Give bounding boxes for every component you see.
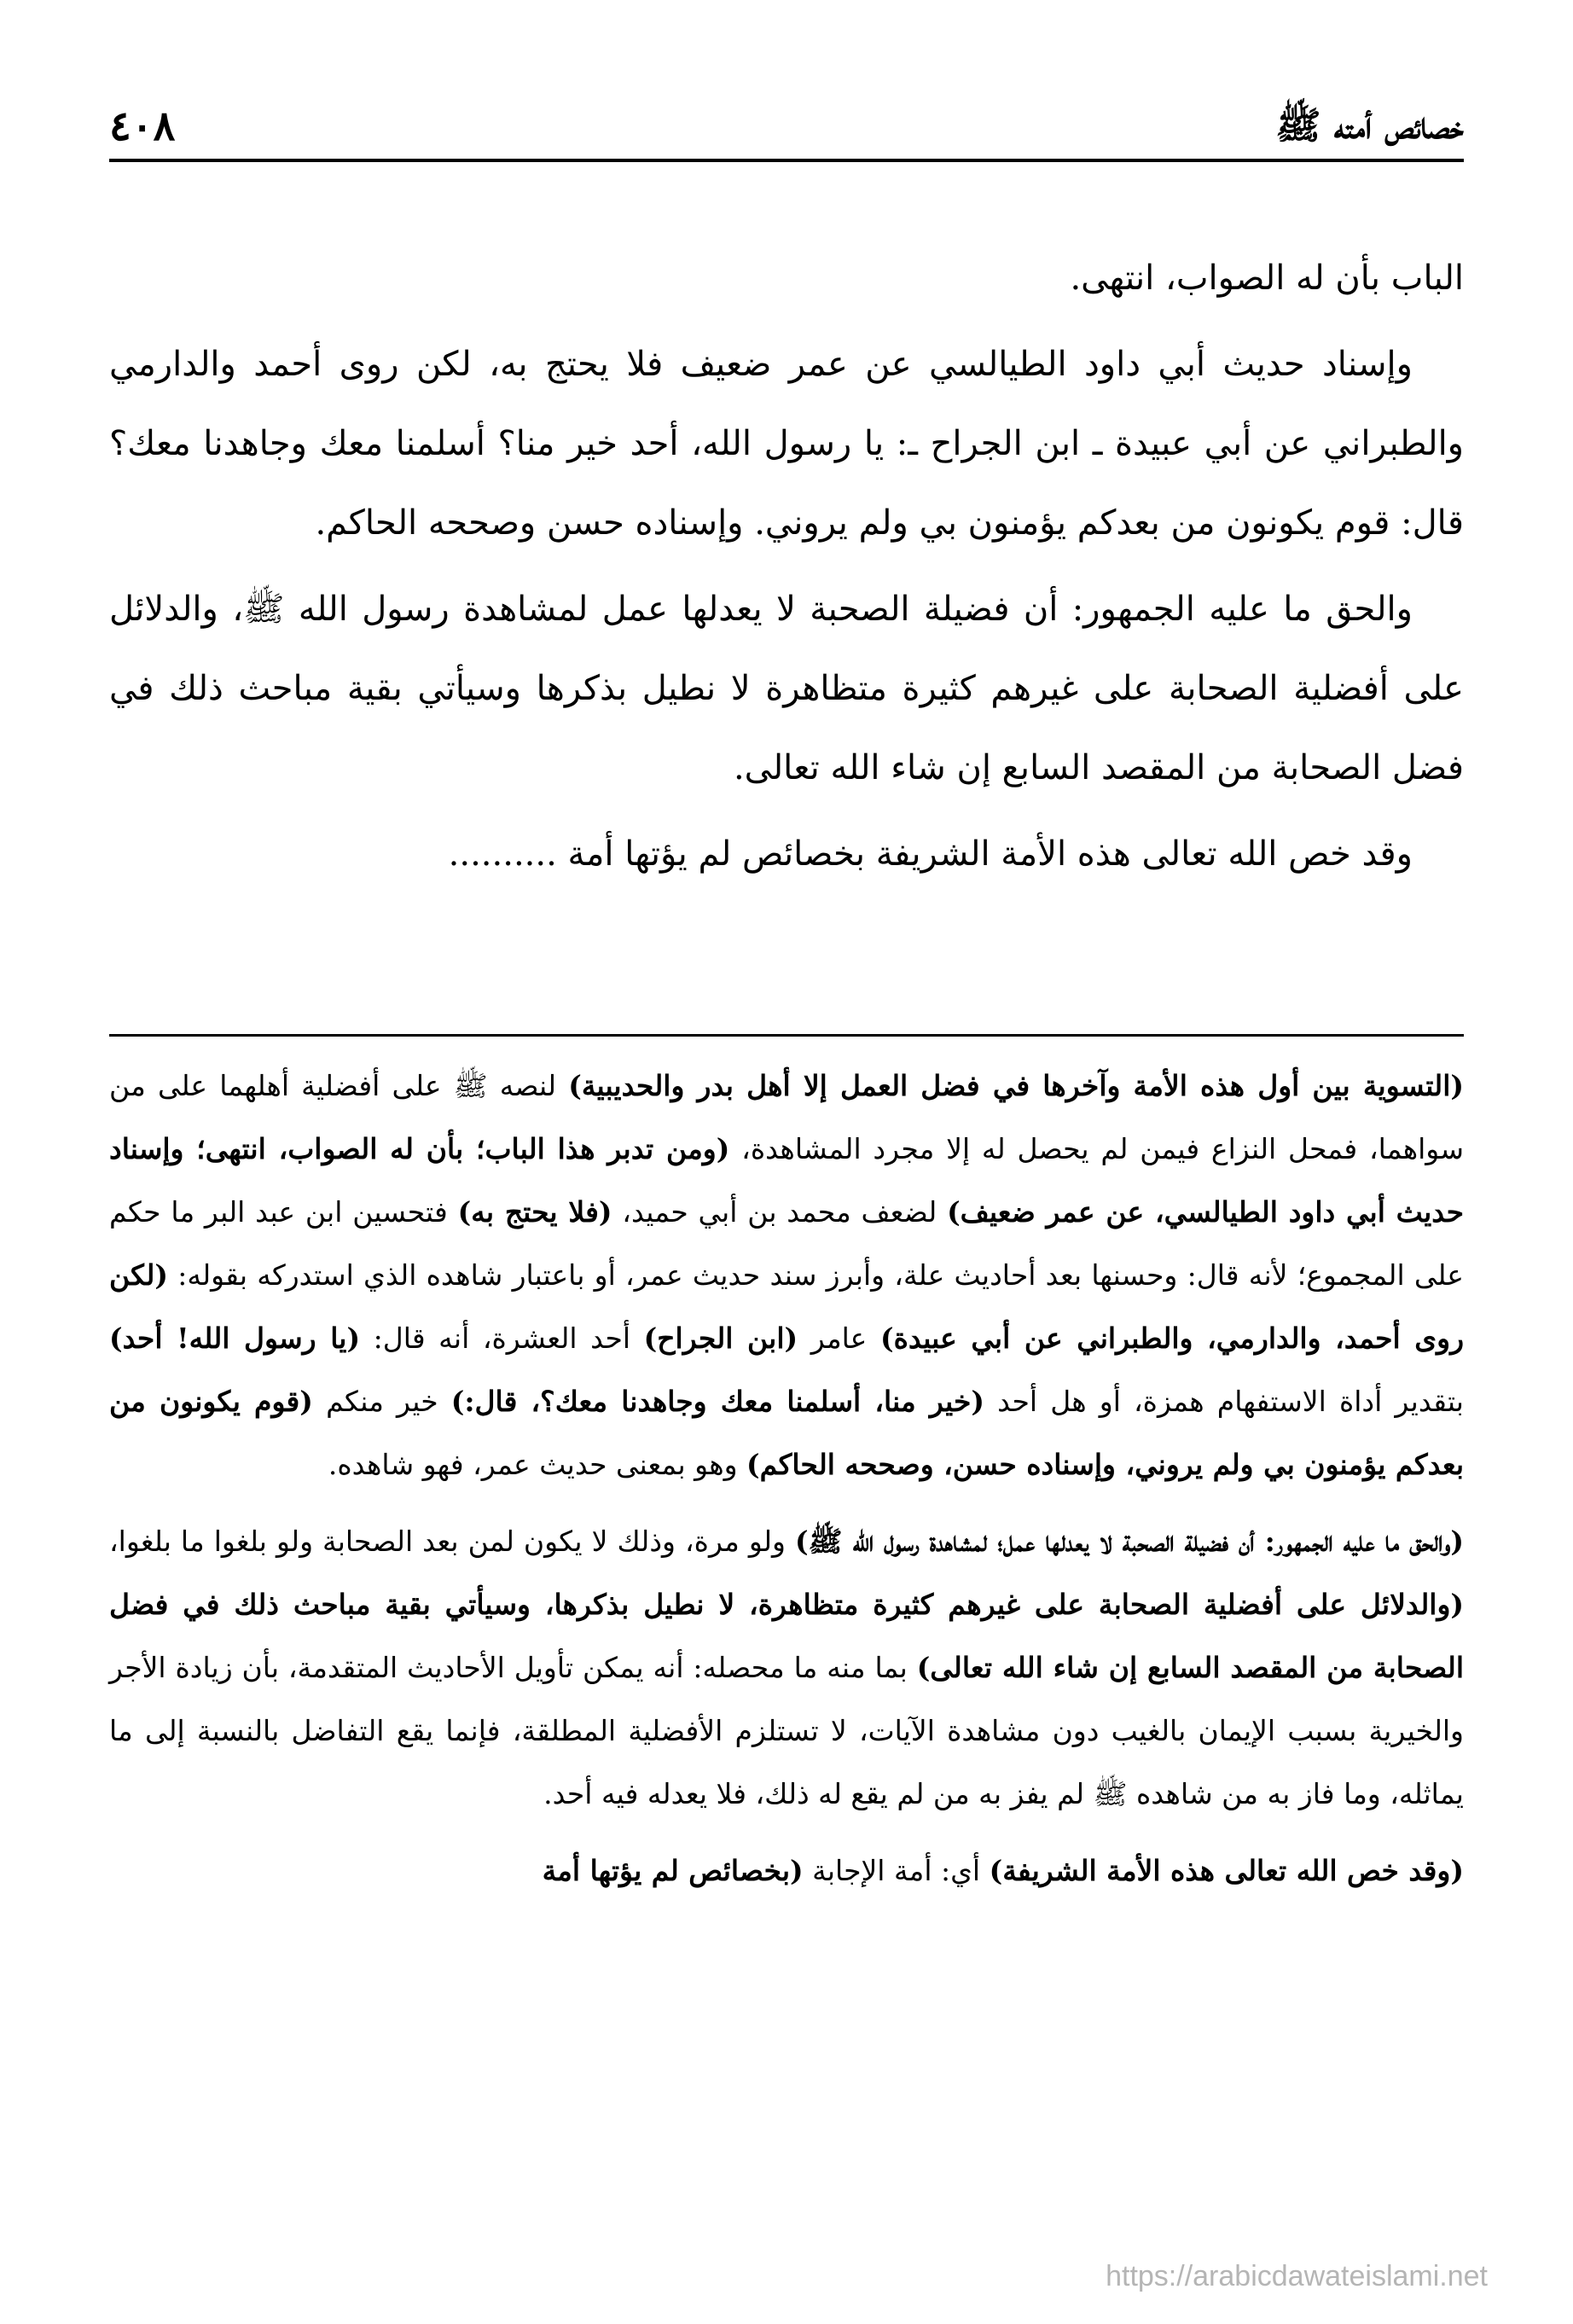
commentary-sentence: أي: أمة الإجابة bbox=[803, 1854, 990, 1887]
main-paragraph: وقد خص الله تعالى هذه الأمة الشريفة بخصائص لم يؤتها أمة .......... bbox=[448, 834, 1413, 874]
main-paragraph: والحق ما عليه الجمهور: أن فضيلة الصحبة لا يعدلها عمل لمشاهدة رسول الله ﷺ، والدلائل على أفضلية الصحابة على غيرهم كثيرة متظاهرة لا نطيل بذكرها وسيأتي بقية مباحث ذلك في فضل الصحابة من المقصد السابع إن شاء الله تعالى. bbox=[109, 590, 1464, 787]
watermark-url: https://arabicdawateislami.net bbox=[1106, 2260, 1488, 2292]
main-paragraph: وإسناد حديث أبي داود الطيالسي عن عمر ضعيف فلا يحتج به، لكن روى أحمد والدارمي والطبراني عن أبي عبيدة ـ ابن الجراح ـ: يا رسول الله، أحد خير منا؟ أسلمنا معك وجاهدنا معك؟ قال: قوم يكونون من بعدكم يؤمنون بي ولم يروني. وإسناده حسن وصححه الحاكم. bbox=[109, 345, 1464, 543]
quoted-matn-text: (بخصائص لم يؤتها أمة bbox=[542, 1854, 804, 1887]
quoted-matn-text: (لكن روى أحمد، والدارمي، والطبراني عن أبي عبيدة) bbox=[109, 1258, 1465, 1355]
commentary-sentence: وهو بمعنى حديث عمر، فهو شاهده. bbox=[328, 1448, 747, 1481]
quoted-matn-text: (والحق ما عليه الجمهور: أن فضيلة الصحبة لا يعدلها عمل؛ لمشاهدة رسول الله ﷺ) bbox=[794, 1525, 1465, 1558]
quoted-matn-text: (التسوية بين أول هذه الأمة وآخرها في فضل العمل إلا أهل بدر والحديبية) bbox=[568, 1069, 1464, 1102]
header-rule bbox=[109, 159, 1464, 162]
running-title: خصائص أمته ﷺ bbox=[1275, 104, 1464, 148]
quoted-matn-text: (قوم يكونون من بعدكم يؤمنون بي ولم يروني، وإسناده حسن، وصححه الحاكم) bbox=[109, 1385, 1464, 1481]
commentary-sentence: لنصه ﷺ على أفضلية أهلهما على من سواهما، فمحل النزاع فيمن لم يحصل له إلا مجرد المشاهدة، bbox=[109, 1069, 1464, 1165]
main-paragraph: الباب بأن له الصواب، انتهى. bbox=[1070, 259, 1464, 298]
quoted-matn-text: (ابن الجراح) bbox=[643, 1322, 798, 1355]
quoted-matn-text: (خير منا، أسلمنا معك وجاهدنا معك؟، قال:) bbox=[450, 1385, 984, 1418]
footnote-separator bbox=[109, 1034, 1464, 1037]
page-number: ٤٠٨ bbox=[109, 102, 176, 150]
page-header bbox=[109, 85, 1464, 171]
commentary-paragraph bbox=[109, 1839, 1464, 1903]
commentary-sentence: لضعف محمد بن أبي حميد، bbox=[612, 1195, 948, 1229]
quoted-matn-text: (يا رسول الله! أحد) bbox=[109, 1322, 361, 1355]
commentary-sentence: بما منه ما محصله: أنه يمكن تأويل الأحاديث المتقدمة، بأن زيادة الأجر والخيرية بسبب الإيمان بالغيب دون مشاهدة الآيات، لا تستلزم الأفضلية المطلقة، فإنما يقع التفاضل بالنسبة إلى ما يماثله، وما فاز به من شاهده ﷺ لم يفز به من لم يقع له ذلك، فلا يعدله فيه أحد. bbox=[109, 1651, 1464, 1810]
quoted-matn-text: (فلا يحتج به) bbox=[457, 1195, 612, 1229]
quoted-matn-text: (والدلائل على أفضلية الصحابة على غيرهم كثيرة متظاهرة، لا نطيل بذكرها، وسيأتي بقية مباحث ذلك في فضل الصحابة من المقصد السابع إن شاء الله تعالى) bbox=[109, 1588, 1464, 1684]
commentary-sentence: عامر bbox=[798, 1322, 880, 1355]
quoted-matn-text: (ومن تدبر هذا الباب؛ بأن له الصواب، انتهى؛ وإسناد حديث أبي داود الطيالسي، عن عمر ضعيف) bbox=[109, 1132, 1464, 1229]
commentary-sentence: خير منكم bbox=[312, 1385, 451, 1418]
commentary-paragraph bbox=[109, 1055, 1464, 1496]
commentary-text bbox=[109, 1055, 1464, 1916]
commentary-sentence: بتقدير أداة الاستفهام همزة، أو هل أحد bbox=[984, 1385, 1464, 1418]
commentary-sentence: ولو مرة، وذلك لا يكون لمن بعد الصحابة ولو بلغوا ما بلغوا، bbox=[109, 1525, 795, 1558]
commentary-sentence: فتحسين ابن عبد البر ما حكم على المجموع؛ لأنه قال: وحسنها بعد أحاديث علة، وأبرز سند حديث عمر، أو باعتبار شاهده الذي استدركه بقوله: bbox=[109, 1195, 1464, 1292]
commentary-paragraph bbox=[109, 1510, 1464, 1826]
quoted-matn-text: (وقد خص الله تعالى هذه الأمة الشريفة) bbox=[989, 1854, 1464, 1887]
main-text bbox=[109, 239, 1464, 901]
commentary-sentence: أحد العشرة، أنه قال: bbox=[360, 1322, 644, 1355]
